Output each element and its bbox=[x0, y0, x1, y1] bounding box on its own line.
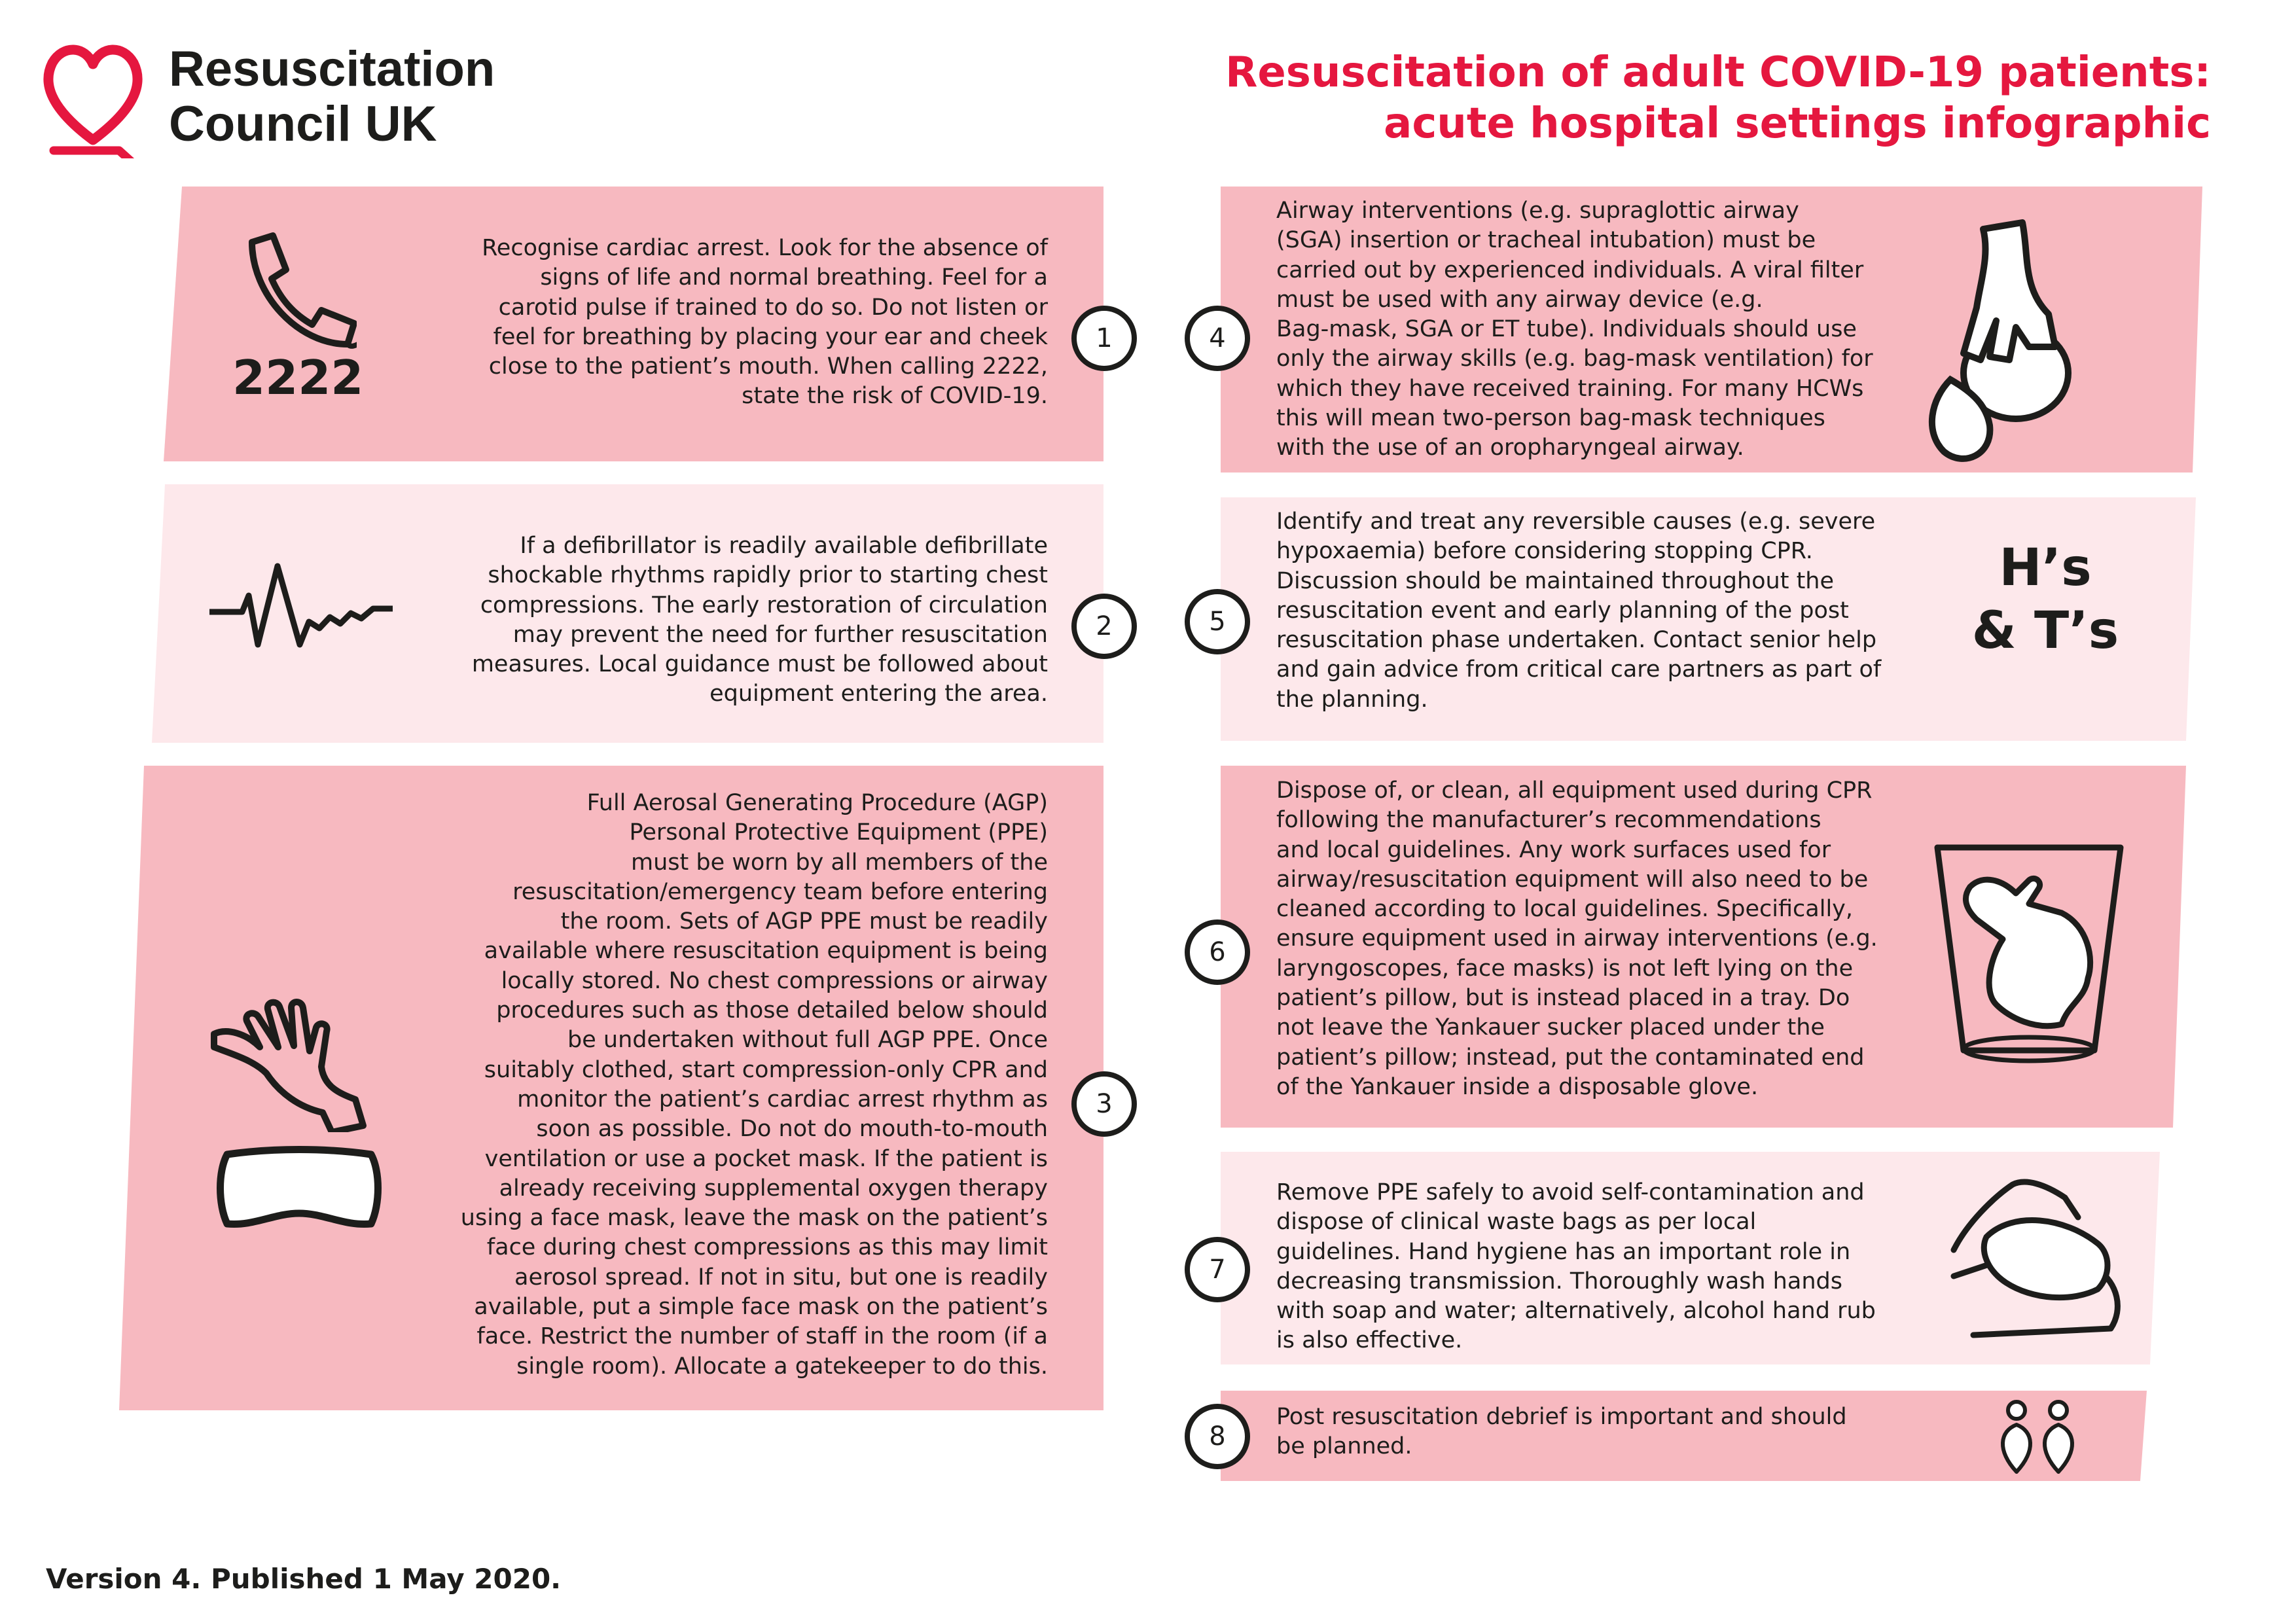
step-7-text: Remove PPE safely to avoid self-contamination and dispose of clinical waste bags as per local guidelines. Hand hygiene has an important role in decreasing transmission. Thoroughly wash hands with soap and water; alternatively, alcohol hand rub is also effective. bbox=[1276, 1179, 1876, 1354]
step-4-panel bbox=[1221, 187, 2202, 473]
org-name-line1: Resuscitation bbox=[169, 41, 495, 97]
step-3-text: Full Aerosal Generating Procedure (AGP) Personal Protective Equipment (PPE) must be worn by all members of the resuscitation/emergency team before entering the room. Sets of AGP PPE must be readily available where resuscitation equipment is being locally stored. No chest compressions or airway procedures such as those detailed below should be undertaken without full AGP PPE. Once suitably clothed, start compression-only CPR and monitor the patient’s cardiac arrest rhythm as soon as possible. Do not do mouth-to-mouth ventilation or use a pocket mask. If the patient is already receiving supplemental oxygen therapy using a face mask, leave the mask on the patient’s face during chest compressions as this may limit aerosol spread. If not in situ, but one is readily available, put a simple face mask on the patient’s face. Restrict the number of staff in the room (if a single room). Allocate a gatekeeper to do this. bbox=[460, 790, 1048, 1380]
step-2-text: If a defibrillator is readily available defibrillate shockable rhythms rapidly prior to starting chest compressions. The early restoration of circulation may prevent the need for further resuscitation measures. Local guidance must be followed about equipment entering the area. bbox=[471, 533, 1048, 707]
step-7-number: 7 bbox=[1185, 1237, 1250, 1302]
step-3-panel bbox=[119, 766, 1103, 1410]
step-6-text: Dispose of, or clean, all equipment used during CPR following the manufacturer’s recommendations and local guidelines. Any work surfaces used for airway/resuscitation equipment will also need to be cleaned according to local guidelines. Specifically, ensure equipment used in airway interventions (e.g. laryngoscopes, face masks) is not left lying on the patient’s pillow, but is instead placed in a tray. Do not leave the Yankauer sucker placed under the patient’s pillow; instead, put the contaminated end of the Yankauer inside a disposable glove. bbox=[1276, 777, 1878, 1100]
step-5-text: Identify and treat any reversible causes (e.g. severe hypoxaemia) before considering stopping CPR. Discussion should be maintained throughout the resuscitation event and early planning of the post resuscitation phase undertaken. Contact senior help and gain advice from critical care partners as part of the planning. bbox=[1276, 508, 1882, 713]
step-8-text: Post resuscitation debrief is important and should be planned. bbox=[1276, 1404, 1847, 1460]
hs-and-ts-badge: H’s & T’s bbox=[1971, 539, 2119, 660]
step-1-number: 1 bbox=[1071, 306, 1137, 371]
org-name bbox=[169, 42, 495, 152]
step-7-panel bbox=[1221, 1152, 2160, 1364]
step-1-panel bbox=[164, 187, 1103, 461]
heart-logo-icon bbox=[41, 41, 145, 158]
step-5-number: 5 bbox=[1185, 589, 1250, 654]
phone-icon bbox=[226, 223, 357, 353]
step-8-panel bbox=[1221, 1391, 2147, 1481]
version-footer: Version 4. Published 1 May 2020. bbox=[46, 1563, 562, 1595]
step-2-number: 2 bbox=[1071, 594, 1137, 659]
bag-mask-icon bbox=[1918, 216, 2088, 465]
page-title-line2: acute hospital settings infographic bbox=[1384, 99, 2211, 148]
step-2-panel bbox=[152, 484, 1103, 743]
emergency-code: 2222 bbox=[232, 350, 364, 405]
page-title bbox=[1225, 47, 2211, 149]
step-1-text: Recognise cardiac arrest. Look for the absence of signs of life and normal breathing. Feel for a carotid pulse if trained to do so. Do not listen or feel for breathing by placing your ear and cheek close to the patient’s mouth. When calling 2222, state the risk of COVID-19. bbox=[482, 235, 1048, 410]
org-name-line2: Council UK bbox=[169, 96, 437, 152]
step-5-panel bbox=[1221, 497, 2196, 741]
heart-rhythm-icon bbox=[209, 560, 393, 664]
step-3-number: 3 bbox=[1071, 1071, 1137, 1137]
bin-glove-icon bbox=[1931, 841, 2127, 1063]
hand-wash-icon bbox=[1947, 1171, 2130, 1342]
step-6-number: 6 bbox=[1185, 919, 1250, 985]
step-4-number: 4 bbox=[1185, 306, 1250, 371]
people-icon bbox=[1993, 1399, 2085, 1477]
step-8-number: 8 bbox=[1185, 1404, 1250, 1469]
page-title-line1: Resuscitation of adult COVID-19 patients: bbox=[1225, 48, 2211, 97]
step-6-panel bbox=[1221, 766, 2186, 1128]
logo bbox=[41, 39, 538, 164]
step-4-text: Airway interventions (e.g. supraglottic airway (SGA) insertion or tracheal intubation) must be carried out by experienced individuals. A viral filter must be used with any airway device (e.g. Bag-mask, SGA or ET tube). Individuals should use only the airway skills (e.g. bag-mask ventilation) for which they have received training. For many HCWs this will mean two-person bag-mask techniques with the use of an oropharyngeal airway. bbox=[1276, 198, 1873, 461]
